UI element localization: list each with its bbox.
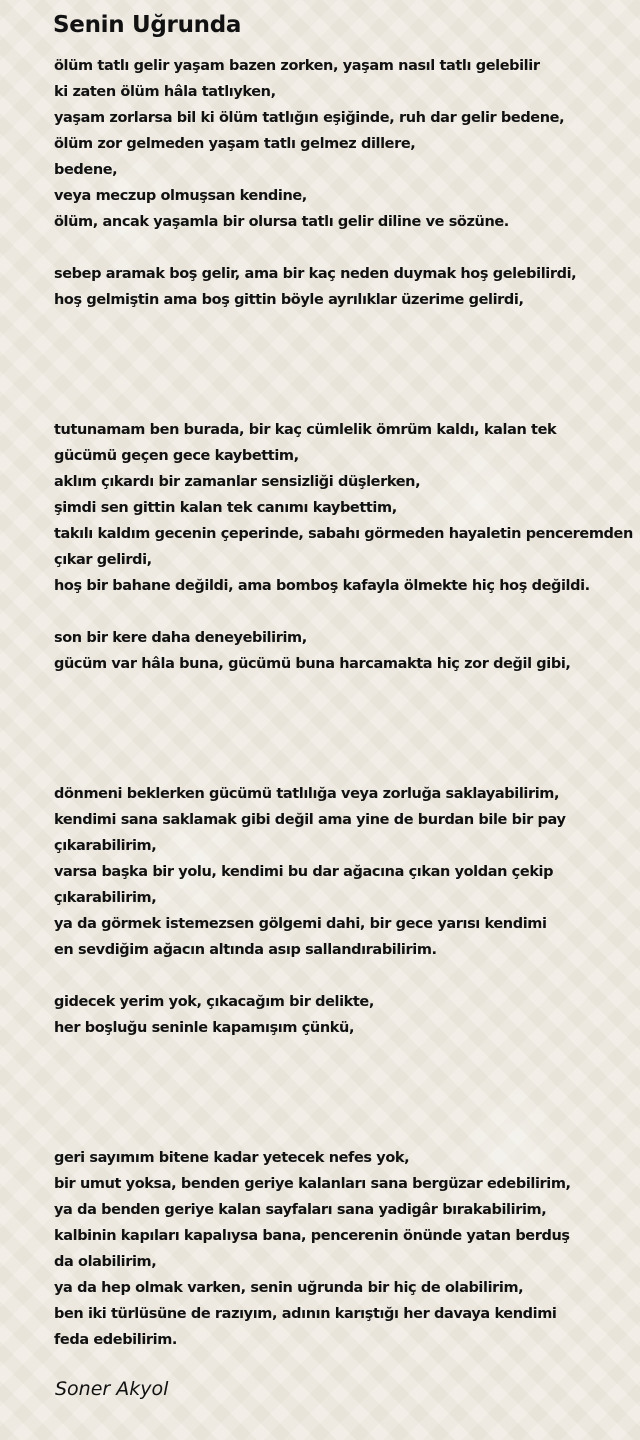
poem-line: aklım çıkardı bir zamanlar sensizliği düşlerken, <box>54 474 421 490</box>
poem-line: veya meczup olmuşsan kendine, <box>54 188 307 204</box>
poem-line: şimdi sen gittin kalan tek canımı kaybettim, <box>54 500 397 516</box>
stanza-gap <box>54 1093 634 1119</box>
poem-line: takılı kaldım gecenin çeperinde, sabahı görmeden hayaletin penceremden <box>54 526 633 542</box>
poem-line: ölüm, ancak yaşamla bir olursa tatlı gelir diline ve sözüne. <box>54 214 509 230</box>
poem-author: Soner Akyol <box>55 1378 169 1400</box>
stanza-gap <box>54 677 634 703</box>
poem-line: çıkarabilirim, <box>54 838 157 854</box>
poem-line: tutunamam ben burada, bir kaç cümlelik ömrüm kaldı, kalan tek <box>54 422 557 438</box>
poem-title: Senin Uğrunda <box>53 12 242 38</box>
poem-line: feda edebilirim. <box>54 1332 178 1348</box>
poem-line: bir umut yoksa, benden geriye kalanları sana bergüzar edebilirim, <box>54 1176 571 1192</box>
stanza-gap <box>54 235 634 261</box>
poem-line: en sevdiğim ağacın altında asıp sallandırabilirim. <box>54 942 437 958</box>
poem-line: gücümü geçen gece kaybettim, <box>54 448 299 464</box>
poem-line: dönmeni beklerken gücümü tatlılığa veya zorluğa saklayabilirim, <box>54 786 560 802</box>
poem-line: geri sayımım bitene kadar yetecek nefes yok, <box>54 1150 410 1166</box>
poem-line: yaşam zorlarsa bil ki ölüm tatlığın eşiğinde, ruh dar gelir bedene, <box>54 110 565 126</box>
poem-line: varsa başka bir yolu, kendimi bu dar ağacına çıkan yoldan çekip <box>54 864 554 880</box>
poem-line: bedene, <box>54 162 118 178</box>
poem-line: gidecek yerim yok, çıkacağım bir delikte, <box>54 994 374 1010</box>
poem-line: kendimi sana saklamak gibi değil ama yine de burdan bile bir pay <box>54 812 566 828</box>
stanza-gap <box>54 703 634 729</box>
stanza-gap <box>54 365 634 391</box>
stanza-gap <box>54 1041 634 1067</box>
poem-line: ölüm tatlı gelir yaşam bazen zorken, yaşam nasıl tatlı gelebilir <box>54 58 540 74</box>
poem-line: kalbinin kapıları kapalıysa bana, pencerenin önünde yatan berduş <box>54 1228 570 1244</box>
poem-line: da olabilirim, <box>54 1254 157 1270</box>
poem-line: hoş gelmiştin ama boş gittin böyle ayrılıklar üzerime gelirdi, <box>54 292 524 308</box>
stanza-gap <box>54 599 634 625</box>
poem-line: ben iki türlüsüne de razıyım, adının karıştığı her davaya kendimi <box>54 1306 557 1322</box>
stanza-gap <box>54 339 634 365</box>
stanza-gap <box>54 391 634 417</box>
poem-body <box>54 53 634 1353</box>
poem-line: sebep aramak boş gelir, ama bir kaç neden duymak hoş gelebilirdi, <box>54 266 577 282</box>
stanza-gap <box>54 1067 634 1093</box>
poem-line: ki zaten ölüm hâla tatlıyken, <box>54 84 276 100</box>
stanza-gap <box>54 755 634 781</box>
stanza-gap <box>54 1119 634 1145</box>
stanza-gap <box>54 963 634 989</box>
poem-line: son bir kere daha deneyebilirim, <box>54 630 307 646</box>
poem-line: ölüm zor gelmeden yaşam tatlı gelmez dillere, <box>54 136 416 152</box>
poem-line: ya da görmek istemezsen gölgemi dahi, bir gece yarısı kendimi <box>54 916 547 932</box>
poem-line: ya da hep olmak varken, senin uğrunda bir hiç de olabilirim, <box>54 1280 524 1296</box>
poem-line: gücüm var hâla buna, gücümü buna harcamakta hiç zor değil gibi, <box>54 656 571 672</box>
poem-line: her boşluğu seninle kapamışım çünkü, <box>54 1020 355 1036</box>
stanza-gap <box>54 729 634 755</box>
poem-line: çıkar gelirdi, <box>54 552 152 568</box>
poem-line: hoş bir bahane değildi, ama bomboş kafayla ölmekte hiç hoş değildi. <box>54 578 590 594</box>
poem-line: ya da benden geriye kalan sayfaları sana yadigâr bırakabilirim, <box>54 1202 547 1218</box>
poem-line: çıkarabilirim, <box>54 890 157 906</box>
stanza-gap <box>54 313 634 339</box>
